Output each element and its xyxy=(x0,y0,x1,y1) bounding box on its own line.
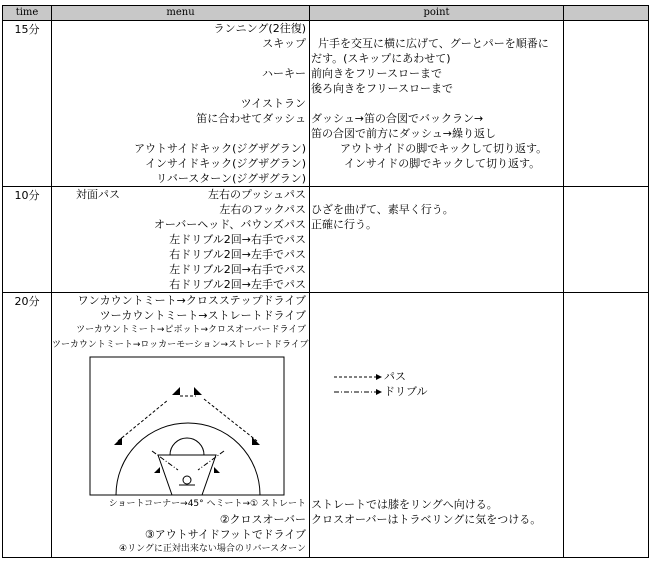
menu-line: リバースターン(ジグザグラン) xyxy=(156,172,306,185)
point-line xyxy=(310,21,563,36)
header-point: point xyxy=(310,6,564,21)
court-diagram-area xyxy=(52,353,309,497)
menu-line: ツーカウントミート→ロッカーモーション→ストレートドライブ xyxy=(52,340,309,350)
section-passing xyxy=(3,187,649,293)
point-line xyxy=(310,171,563,186)
dashed-arrow-icon xyxy=(334,373,382,381)
point-line xyxy=(310,542,563,557)
cone-icon xyxy=(172,387,180,395)
cone-icon xyxy=(194,387,202,395)
section-menu xyxy=(52,293,310,558)
menu-line: ツーカウントミート→ストレートドライブ xyxy=(99,309,306,322)
menu-line: ツイストラン xyxy=(240,97,306,110)
point-line: アウトサイドの脚でキックして切り返す。 xyxy=(340,142,548,155)
point-line: クロスオーバーはトラベリングに気をつける。 xyxy=(311,513,542,526)
menu-line: ハーキー xyxy=(262,67,306,80)
point-line xyxy=(310,277,563,292)
pass-paths xyxy=(118,396,257,441)
point-line: インサイドの脚でキックして切り返す。 xyxy=(344,157,541,170)
menu-line: 左ドリブル2回→右手でパス xyxy=(169,263,306,276)
legend-pass xyxy=(334,369,428,384)
menu-line: ③アウトサイドフットでドライブ xyxy=(144,528,306,541)
header-menu: menu xyxy=(52,6,310,21)
menu-line: 笛に合わせてダッシュ xyxy=(196,112,306,125)
menu-line xyxy=(52,187,309,202)
menu-line xyxy=(52,126,309,141)
free-throw-circle xyxy=(170,438,204,455)
section-time: 10分 xyxy=(3,187,52,293)
rim xyxy=(183,476,191,484)
player-cones xyxy=(114,387,260,473)
point-line: 片手を交互に横に広げて、グーとパーを順番に xyxy=(318,37,549,50)
point-line xyxy=(310,232,563,247)
dribble-paths xyxy=(152,451,224,470)
menu-line: 右ドリブル2回→左手でパス xyxy=(169,248,306,261)
menu-line xyxy=(52,51,309,66)
legend-area xyxy=(310,353,563,497)
header-blank xyxy=(564,6,649,21)
legend-dribble xyxy=(334,384,428,399)
point-line xyxy=(310,247,563,262)
menu-line: ワンカウントミート→クロスステップドライブ xyxy=(77,294,306,307)
menu-line: 左右のフックパス xyxy=(219,203,306,216)
cone-icon xyxy=(154,467,160,473)
menu-line: 左ドリブル2回→右手でパス xyxy=(169,233,306,246)
section-point xyxy=(310,293,564,558)
legend-pass-label: パス xyxy=(384,370,406,383)
dash-dot-arrow-icon xyxy=(334,388,382,396)
point-line: 後ろ向きをフリースローまで xyxy=(311,82,454,95)
practice-menu-table xyxy=(2,5,649,558)
point-line: ストレートでは膝をリングへ向ける。 xyxy=(311,498,498,511)
menu-line: オーバーヘッド、バウンズパス xyxy=(153,218,306,231)
menu-line: ショートコーナー→45° へミート→① ストレート xyxy=(108,499,306,509)
blank-cell xyxy=(564,21,649,187)
menu-subheading: 対面パス xyxy=(76,188,120,201)
section-drive xyxy=(3,293,649,558)
menu-line: ④リングに正対出来ない場合のリバースターン xyxy=(119,544,306,554)
section-point xyxy=(310,187,564,293)
blank-cell xyxy=(564,187,649,293)
menu-line: ②クロスオーバー xyxy=(219,513,306,526)
point-line: 笛の合図で前方にダッシュ→繰り返し xyxy=(311,127,496,140)
point-line: 正確に行う。 xyxy=(311,218,377,231)
legend-dribble-label: ドリブル xyxy=(384,385,428,398)
paint-lane xyxy=(158,455,216,495)
point-line xyxy=(310,262,563,277)
section-point xyxy=(310,21,564,187)
point-line: ダッシュ→笛の合図でバックラン→ xyxy=(311,112,484,125)
point-line xyxy=(310,96,563,111)
menu-line: 右ドリブル2回→左手でパス xyxy=(169,278,306,291)
cone-icon xyxy=(252,437,260,445)
menu-line: スキップ xyxy=(262,37,306,50)
section-warmup xyxy=(3,21,649,187)
point-line xyxy=(310,527,563,542)
header-row xyxy=(3,6,649,21)
header-time: time xyxy=(3,6,52,21)
section-menu xyxy=(52,21,310,187)
point-line: ひざを曲げて、素早く行う。 xyxy=(311,203,454,216)
section-menu xyxy=(52,187,310,293)
menu-line xyxy=(52,81,309,96)
cone-icon xyxy=(114,437,122,445)
blank-cell xyxy=(564,293,649,558)
point-line xyxy=(310,187,563,202)
point-line: 前向きをフリースローまで xyxy=(311,67,443,80)
menu-line: インサイドキック(ジグザグラン) xyxy=(145,157,306,170)
section-time: 15分 xyxy=(3,21,52,187)
point-spacer xyxy=(310,293,563,353)
diagram-legend xyxy=(334,369,428,399)
point-line: だす。(スキップにあわせて) xyxy=(311,52,451,65)
cone-icon xyxy=(214,467,220,473)
menu-line: ランニング(2往復) xyxy=(213,22,306,35)
half-court-diagram xyxy=(52,353,310,497)
menu-item: 左右のプッシュパス xyxy=(207,188,306,201)
section-time: 20分 xyxy=(3,293,52,558)
menu-line: アウトサイドキック(ジグザグラン) xyxy=(134,142,306,155)
menu-line: ツーカウントミート→ピボット→クロスオーバードライブ xyxy=(76,325,306,335)
